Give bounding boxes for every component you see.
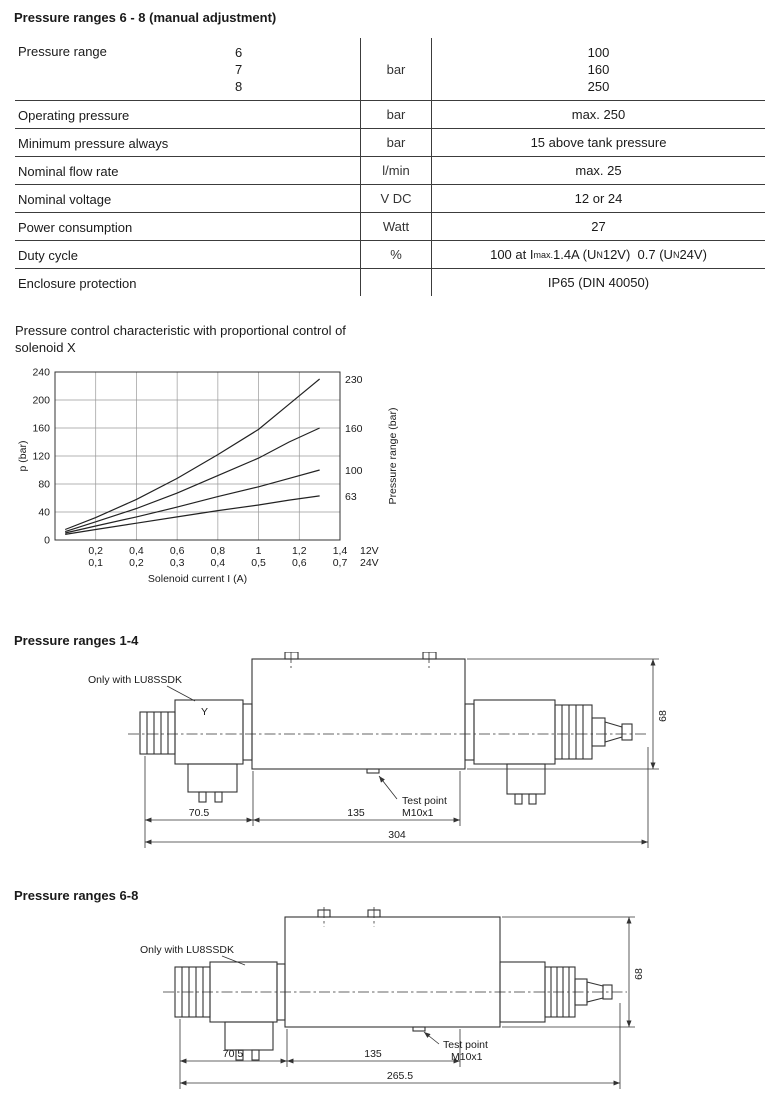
unit-label: bar (360, 38, 432, 100)
value-text: IP65 (DIN 40050) (547, 275, 650, 290)
dim-68-label: 68 (657, 710, 669, 722)
series-end-label: 63 (345, 490, 357, 503)
table-row-minimum-pressure (15, 128, 765, 156)
x-tick-label-24v: 0,4 (210, 557, 226, 569)
x-tick-label-12v: 0,8 (210, 545, 226, 557)
dimension-lines (145, 659, 659, 848)
dimension-drawing-ranges-1-4 (15, 652, 763, 864)
unit-label: bar (360, 101, 432, 128)
x-tick-label-24v: 0,3 (169, 557, 185, 569)
test-point-leader (424, 1032, 439, 1044)
unit-label: V DC (360, 185, 432, 212)
range-value: 160 (587, 61, 610, 77)
x-tick-label-12v: 0,2 (88, 545, 104, 557)
dim-70-5-label: 70.5 (222, 1048, 244, 1060)
valve-main-body (285, 917, 500, 1027)
x-tick-label-24v: 0,2 (129, 557, 144, 569)
value-text: 15 above tank pressure (530, 135, 667, 150)
x-tick-label-12v: 0,6 (169, 545, 185, 557)
left-solenoid (175, 700, 243, 764)
range-value: 250 (587, 78, 610, 94)
value-text: 27 (591, 219, 606, 234)
table-row-nominal-voltage (15, 184, 765, 212)
param-label: Enclosure protection (18, 275, 137, 291)
table-row-duty-cycle (15, 240, 765, 268)
range-value: 100 (587, 44, 610, 60)
param-label: Operating pressure (18, 107, 130, 123)
right-block (474, 700, 555, 764)
valve-outline (140, 652, 632, 804)
unit-label (360, 269, 432, 296)
x-row-unit-24v: 24V (360, 557, 379, 569)
table-row-enclosure-protection (15, 268, 765, 296)
value-text: 100 at I max. 1.4A (U N 12V) 0.7 (U N 24V) (490, 247, 707, 262)
drawing1-title: Pressure ranges 1-4 (14, 633, 139, 648)
y-tick-label: 200 (32, 394, 50, 407)
valve-outline (175, 910, 612, 1060)
dimension-drawing-ranges-6-8 (15, 907, 763, 1105)
value-text: max. 25 (575, 163, 622, 178)
y-tick-label: 120 (32, 450, 50, 463)
unit-label: bar (360, 129, 432, 156)
range-code: 6 (235, 45, 243, 60)
x-tick-label-12v: 1,4 (332, 545, 348, 557)
note-leader-line (222, 956, 245, 965)
dim-135-label: 135 (347, 807, 365, 819)
x-tick-label-12v: 1,2 (291, 545, 307, 557)
test-point-leader (379, 776, 397, 799)
unit-label: l/min (360, 157, 432, 184)
table-row-pressure-range (15, 38, 765, 100)
dim-68-label: 68 (633, 968, 645, 980)
value-text: max. 250 (571, 107, 626, 122)
series-end-label: 160 (345, 423, 363, 435)
param-label: Minimum pressure always (18, 135, 169, 151)
y-tick-label: 0 (44, 534, 50, 547)
note-lu8ssdk: Only with LU8SSDK (88, 674, 182, 686)
series-range-230 (65, 379, 319, 530)
param-label: Pressure range (18, 44, 107, 59)
chart-container (15, 360, 775, 597)
value-text: 12 or 24 (574, 191, 623, 206)
y-tick-label: 80 (38, 478, 50, 491)
y-tick-label: 40 (38, 506, 50, 519)
test-point-label-line2: M10x1 (451, 1051, 483, 1063)
y-tick-label: 240 (32, 366, 50, 379)
chart-title-line1: Pressure control characteristic with proportional control of (15, 323, 346, 338)
unit-label: Watt (360, 213, 432, 240)
left-connector (188, 764, 237, 792)
x-row-unit-12v: 12V (360, 545, 379, 557)
value-text (432, 38, 765, 100)
x-tick-label-24v: 0,1 (88, 557, 104, 569)
x-tick-label-24v: 0,7 (332, 557, 348, 569)
series-range-160 (65, 428, 319, 532)
dimension-lines (180, 917, 635, 1089)
dim-135-label: 135 (364, 1048, 382, 1060)
dim-304-label: 304 (388, 829, 406, 841)
table-title: Pressure ranges 6 - 8 (manual adjustment) (14, 10, 277, 25)
dim-70-5-label: 70.5 (188, 807, 210, 819)
x-tick-label-24v: 0,6 (291, 557, 307, 569)
pressure-characteristic-chart (15, 360, 425, 592)
x-tick-label-12v: 0,4 (129, 545, 144, 557)
dim-265-5-label: 265.5 (386, 1070, 414, 1082)
x-axis-label: Solenoid current I (A) (147, 573, 248, 585)
note-lu8ssdk: Only with LU8SSDK (140, 944, 234, 956)
test-point-label-line1: Test point (402, 795, 447, 807)
param-label: Duty cycle (18, 247, 78, 263)
series-end-label: 100 (345, 465, 363, 477)
table-row-nominal-flow-rate (15, 156, 765, 184)
table-row-power-consumption (15, 212, 765, 240)
y-tick-label: 160 (32, 422, 50, 435)
unit-label: % (360, 241, 432, 268)
spec-table (15, 38, 765, 296)
test-point-port (367, 769, 379, 773)
test-point-port (413, 1027, 425, 1031)
param-label: Power consumption (18, 219, 133, 235)
drawing2-title: Pressure ranges 6-8 (14, 888, 139, 903)
x-tick-label-24v: 0,5 (251, 557, 266, 569)
series-range-63 (65, 496, 319, 535)
range-code: 7 (235, 62, 243, 77)
left-connector (225, 1022, 273, 1050)
y-axis-label-right: Pressure range (bar) (387, 407, 399, 505)
port-y-label: Y (201, 706, 209, 718)
param-label: Nominal flow rate (18, 163, 119, 179)
test-point-label-line2: M10x1 (402, 807, 434, 819)
valve-main-body (252, 659, 465, 769)
param-label: Nominal voltage (18, 191, 112, 207)
chart-title-line2: solenoid X (15, 340, 76, 355)
pressure-range-codes (235, 44, 242, 95)
test-point-label-line1: Test point (443, 1039, 488, 1051)
note-leader-line (167, 686, 195, 701)
x-tick-label-12v: 1 (255, 545, 262, 557)
table-row-operating-pressure (15, 100, 765, 128)
series-end-label: 230 (345, 374, 363, 386)
adjuster-cone (605, 722, 622, 742)
y-axis-label-left: p (bar) (17, 440, 29, 472)
range-code: 8 (235, 79, 243, 94)
right-solenoid-ribs (555, 705, 592, 759)
right-connector (507, 764, 545, 794)
